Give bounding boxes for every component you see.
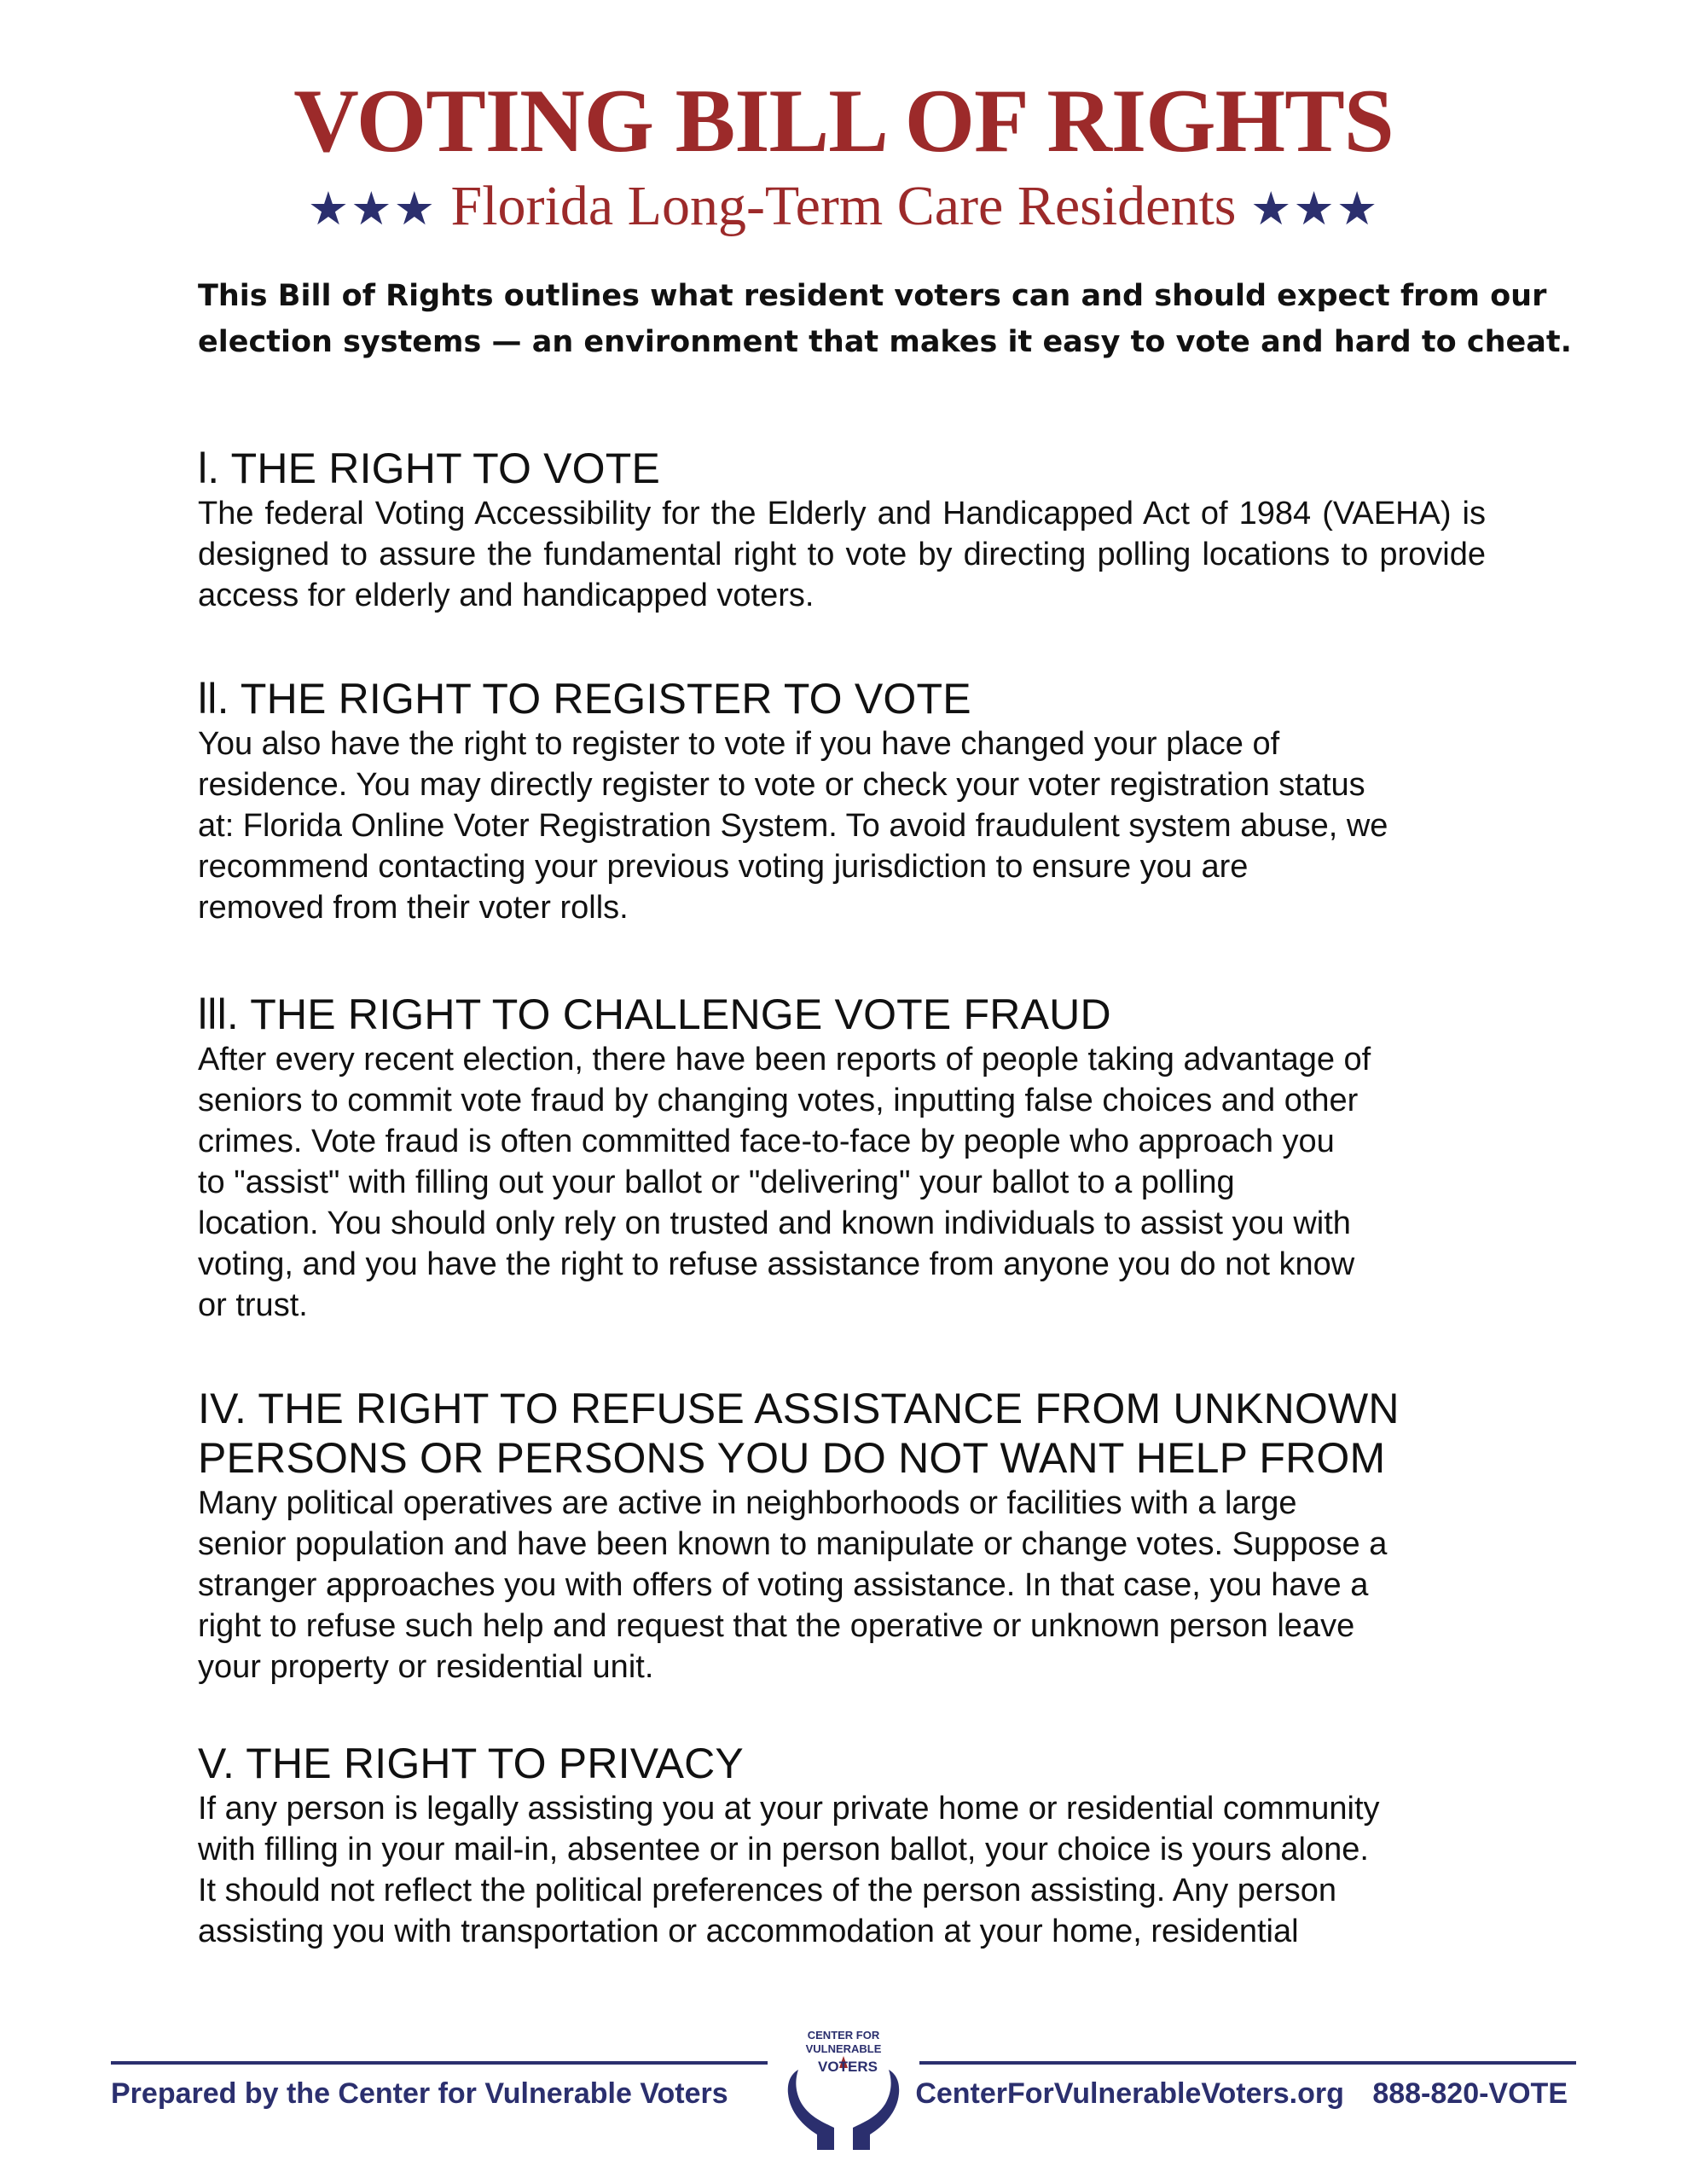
- stars-right-icon: ★★★: [1250, 183, 1380, 235]
- body-line: Many political operatives are active in neighborhoods or facilities with a large: [198, 1485, 1297, 1521]
- logo-text-line3: VOTERS: [818, 2059, 878, 2075]
- footer-website: CenterForVulnerableVoters.org: [915, 2077, 1344, 2110]
- body-line: senior population and have been known to manipulate or change votes. Suppose a: [198, 1526, 1388, 1562]
- body-line: You also have the right to register to vote if you have changed your place of: [198, 726, 1280, 762]
- section-heading: l. THE RIGHT TO VOTE: [198, 444, 661, 492]
- body-line: locations to provide access for elderly and handicapped voters.: [198, 537, 1487, 613]
- body-line: assisting you with transportation or accommodation at your home, residential: [198, 1914, 1299, 1949]
- body-line: (VAEHA) is designed to assure the fundamental right to vote by directing polling: [198, 496, 1486, 572]
- logo-text-line1: CENTER FOR: [807, 2029, 880, 2042]
- page-title: VOTING BILL OF RIGHTS: [293, 71, 1394, 171]
- footer-prepared-by: Prepared by the Center for Vulnerable Voters: [111, 2077, 728, 2110]
- body-line: with filling in your mail-in, absentee or in person ballot, your choice is yours alone.: [198, 1832, 1369, 1867]
- body-line: The federal Voting Accessibility for the Elderly and Handicapped Act of 1984: [198, 496, 1312, 531]
- footer-phone: 888-820-VOTE: [1372, 2077, 1568, 2110]
- section-heading: lll. THE RIGHT TO CHALLENGE VOTE FRAUD: [198, 990, 1111, 1038]
- footer-rule-left: [111, 2061, 768, 2065]
- footer-contact: [915, 2073, 1568, 2114]
- intro-line: election systems — an environment that makes it easy to vote and hard to cheat.: [198, 325, 1572, 359]
- body-line: your property or residential unit.: [198, 1649, 654, 1685]
- footer-rule-right: [919, 2061, 1576, 2065]
- left-hand-icon: [788, 2070, 834, 2150]
- body-line: If any person is legally assisting you at your private home or residential community: [198, 1791, 1380, 1827]
- body-line: stranger approaches you with offers of voting assistance. In that case, you have a: [198, 1567, 1369, 1603]
- heading-line: PERSONS OR PERSONS YOU DO NOT WANT HELP FROM: [198, 1434, 1386, 1482]
- section-right-to-refuse-assistance: [198, 1384, 1486, 1687]
- heading-line: IV. THE RIGHT TO REFUSE ASSISTANCE FROM UNKNOWN: [198, 1385, 1400, 1432]
- center-for-vulnerable-voters-logo: [783, 2020, 904, 2157]
- section-heading: [198, 1384, 1486, 1483]
- right-hand-icon: [853, 2070, 899, 2150]
- body-line: location. You should only rely on trusted and known individuals to assist you with: [198, 1205, 1351, 1241]
- body-line: removed from their voter rolls.: [198, 890, 629, 926]
- body-line: recommend contacting your previous voting jurisdiction to ensure you are: [198, 849, 1249, 885]
- logo-text-line2: VULNERABLE: [805, 2042, 882, 2055]
- subtitle-text: Florida Long-Term Care Residents: [450, 175, 1237, 237]
- body-line: at: Florida Online Voter Registration System. To avoid fraudulent system abuse, we: [198, 808, 1388, 844]
- section-right-to-register: [198, 674, 1486, 928]
- body-line: residence. You may directly register to vote or check your voter registration status: [198, 767, 1365, 803]
- body-line: crimes. Vote fraud is often committed face-to-face by people who approach you: [198, 1124, 1335, 1159]
- section-right-to-privacy: [198, 1739, 1486, 1952]
- section-body: [198, 493, 1486, 616]
- body-line: right to refuse such help and request that the operative or unknown person leave: [198, 1608, 1355, 1644]
- section-body: [198, 1039, 1486, 1326]
- intro-line: This Bill of Rights outlines what resident voters can and should expect from our: [198, 279, 1547, 313]
- body-line: After every recent election, there have been reports of people taking advantage of: [198, 1042, 1371, 1077]
- body-line: seniors to commit vote fraud by changing votes, inputting false choices and other: [198, 1083, 1359, 1118]
- section-heading: ll. THE RIGHT TO REGISTER TO VOTE: [198, 675, 971, 723]
- body-line: or trust.: [198, 1287, 308, 1323]
- section-right-to-challenge-fraud: [198, 990, 1486, 1326]
- page-subtitle: [0, 172, 1687, 243]
- intro-paragraph: [198, 273, 1572, 365]
- body-line: voting, and you have the right to refuse assistance from anyone you do not know: [198, 1246, 1355, 1282]
- body-line: to "assist" with filling out your ballot or "delivering" your ballot to a polling: [198, 1165, 1235, 1200]
- section-right-to-vote: [198, 444, 1486, 616]
- stars-left-icon: ★★★: [307, 183, 437, 235]
- section-body: [198, 723, 1486, 928]
- section-heading: V. THE RIGHT TO PRIVACY: [198, 1740, 744, 1787]
- section-body: [198, 1483, 1486, 1687]
- body-line: It should not reflect the political preferences of the person assisting. Any person: [198, 1873, 1336, 1908]
- section-body: [198, 1788, 1486, 1952]
